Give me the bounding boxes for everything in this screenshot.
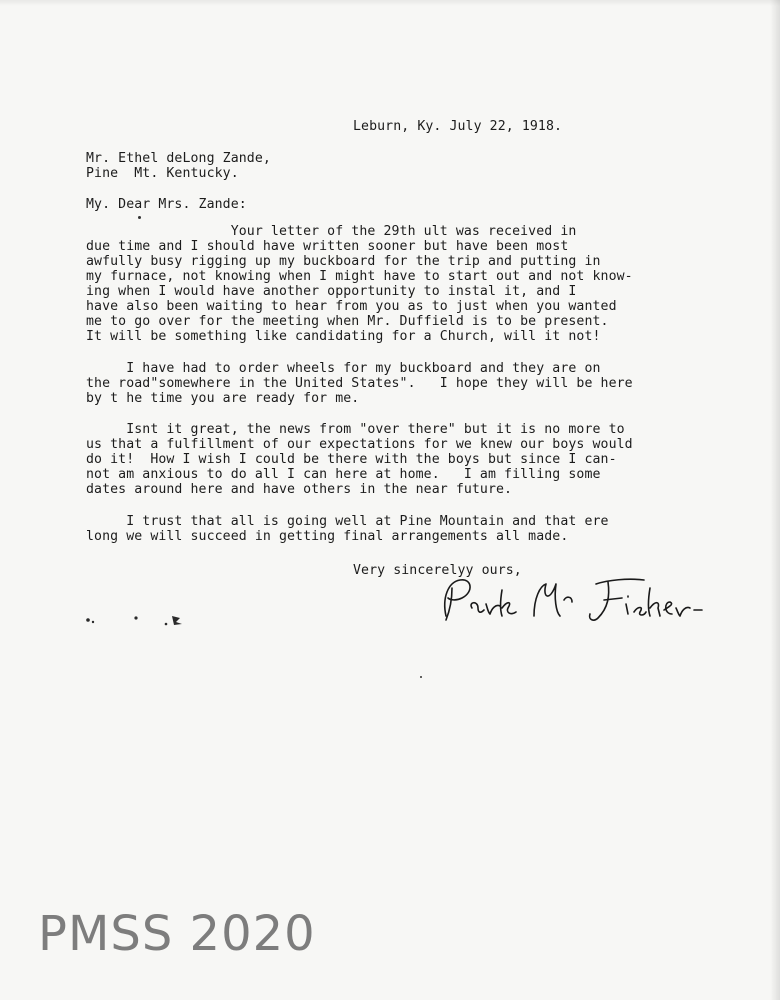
text-line: awfully busy rigging up my buckboard for the trip and putting in xyxy=(86,254,601,269)
salutation: My. Dear Mrs. Zande: xyxy=(86,197,247,212)
handwritten-signature xyxy=(438,568,718,630)
archive-watermark: PMSS 2020 xyxy=(38,906,316,962)
text-line: ing when I would have another opportunity to instal it, and I xyxy=(86,284,577,299)
text-line: due time and I should have written sooner but have been most xyxy=(86,239,569,254)
text-line: Your letter of the 29th ult was received in xyxy=(86,224,577,239)
text-line: It will be something like candidating for a Church, will it not! xyxy=(86,329,601,344)
text-line: the road"somewhere in the United States". I hope they will be here xyxy=(86,376,633,391)
dateline: Leburn, Ky. July 22, 1918. xyxy=(353,119,563,134)
text-line: Isnt it great, the news from "over there" but it is no more to xyxy=(86,422,625,437)
text-line: me to go over for the meeting when Mr. Duffield is to be present. xyxy=(86,314,609,329)
text-line: do it! How I wish I could be there with the boys but since I can- xyxy=(86,452,617,467)
recipient-name: Mr. Ethel deLong Zande, xyxy=(86,151,271,166)
text-line: us that a fulfillment of our expectations for we knew our boys would xyxy=(86,437,633,452)
paper-top-shadow xyxy=(0,0,780,6)
stray-typewriter-marks xyxy=(84,612,194,630)
text-line: dates around here and have others in the near future. xyxy=(86,482,513,497)
text-line: long we will succeed in getting final arrangements all made. xyxy=(86,529,569,544)
text-line: I trust that all is going well at Pine Mountain and that ere xyxy=(86,514,609,529)
stray-mark xyxy=(420,676,422,678)
text-line: by t he time you are ready for me. xyxy=(86,391,360,406)
text-line: I have had to order wheels for my buckboard and they are on xyxy=(86,361,601,376)
recipient-place: Pine Mt. Kentucky. xyxy=(86,166,239,181)
text-line: not am anxious to do all I can here at home. I am filling some xyxy=(86,467,601,482)
stray-mark xyxy=(138,216,141,219)
paper-right-shadow xyxy=(770,0,780,1000)
closing: Very sincerelyy ours, xyxy=(353,563,522,578)
text-line: have also been waiting to hear from you as to just when you wanted xyxy=(86,299,617,314)
text-line: my furnace, not knowing when I might have to start out and not know- xyxy=(86,269,633,284)
